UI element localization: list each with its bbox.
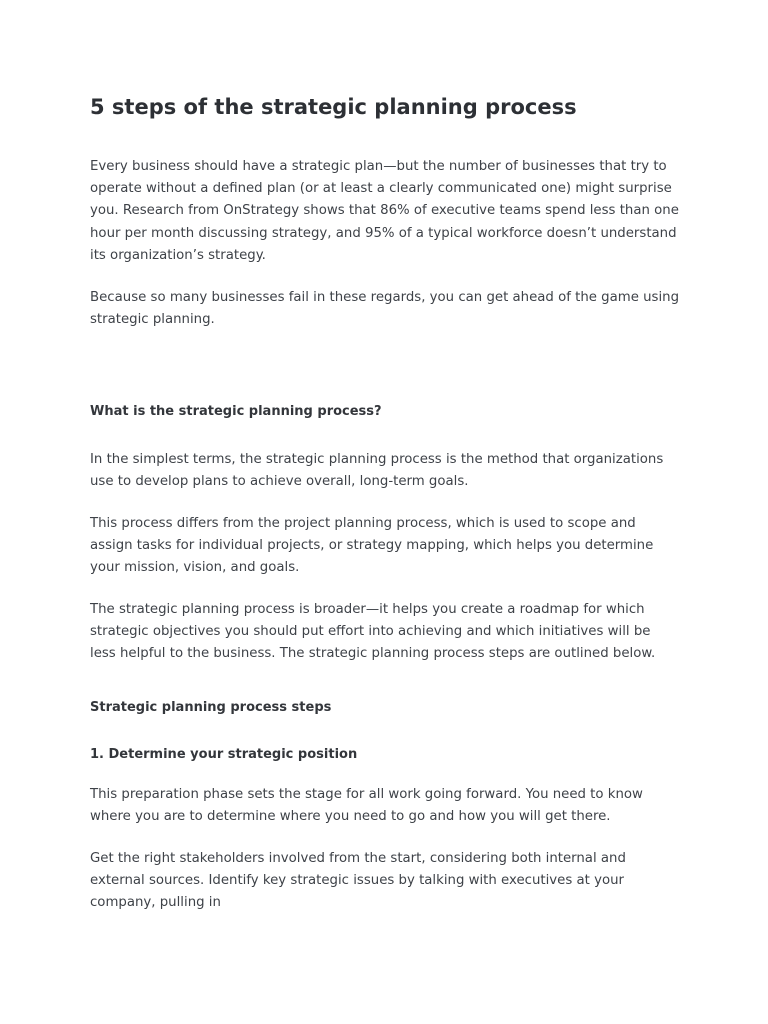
section-heading-steps: Strategic planning process steps (90, 700, 332, 715)
section1-paragraph-3: The strategic planning process is broader—it helps you create a roadmap for which strategic objectives you should put effort into achieving and which initiatives will be less helpful to the business. The strategic planning process steps are outlined below. (90, 602, 656, 662)
step-1-heading: 1. Determine your strategic position (90, 747, 358, 762)
page-title: 5 steps of the strategic planning process (90, 95, 577, 119)
section1-paragraph-1: In the simplest terms, the strategic planning process is the method that organizations use to develop plans to achieve overall, long-term goals. (90, 452, 664, 490)
section-heading-what-is: What is the strategic planning process? (90, 404, 382, 419)
intro-paragraph-1: Every business should have a strategic plan—but the number of businesses that try to operate without a defined plan (or at least a clearly communicated one) might surprise you. Research from OnStrategy shows that 86% of executive teams spend less than one hour per month discussing strategy, and 95% of a typical workforce doesn’t understand its organization’s strategy. (90, 159, 679, 263)
intro-paragraph-2: Because so many businesses fail in these regards, you can get ahead of the game using strategic planning. (90, 290, 680, 328)
step1-paragraph-1: This preparation phase sets the stage for all work going forward. You need to know where you are to determine where you need to go and how you will get there. (90, 787, 643, 825)
section1-paragraph-2: This process differs from the project planning process, which is used to scope and assign tasks for individual projects, or strategy mapping, which helps you determine your mission, vision, and goals. (90, 516, 654, 576)
step1-paragraph-2: Get the right stakeholders involved from the start, considering both internal and external sources. Identify key strategic issues by talking with executives at your company, pulling in (90, 851, 626, 911)
